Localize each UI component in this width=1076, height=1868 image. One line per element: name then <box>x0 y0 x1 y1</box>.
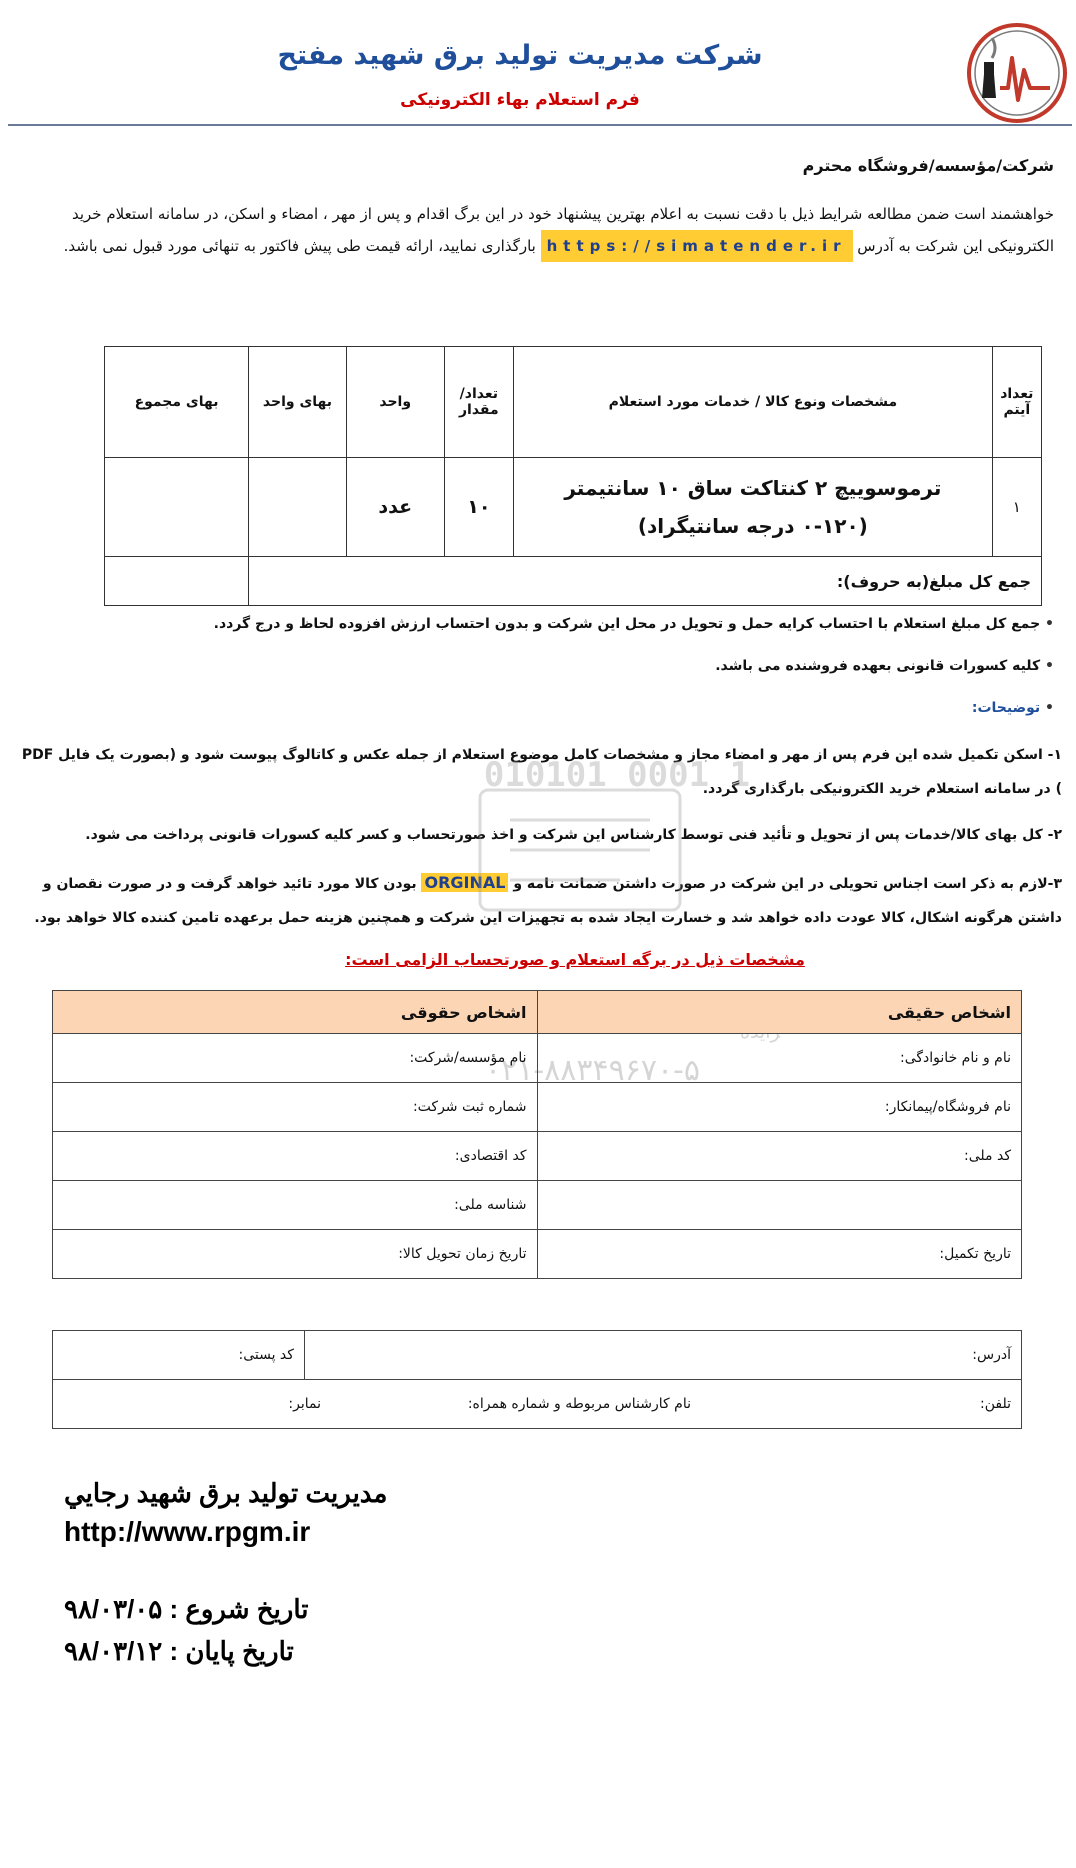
company-name-field[interactable]: نام مؤسسه/شرکت: <box>53 1034 538 1083</box>
registration-number-field[interactable]: شماره ثبت شرکت: <box>53 1083 538 1132</box>
sum-value-cell[interactable] <box>105 557 249 606</box>
power-plant-logo-icon <box>962 18 1072 128</box>
original-highlight: ORGINAL <box>421 873 508 892</box>
table-row <box>53 1083 1022 1132</box>
fax-field[interactable]: نمابر: <box>288 1396 321 1412</box>
requirements-heading: مشخصات ذیل در برگه استعلام و صورتحساب الزامی است: <box>345 950 805 969</box>
empty-natural-field[interactable] <box>537 1181 1022 1230</box>
postal-code-field[interactable]: کد پستی: <box>53 1331 305 1380</box>
item-quantity: ۱۰ <box>444 458 514 557</box>
table-row <box>53 1380 1022 1429</box>
header-unit-price: بهای واحد <box>249 347 347 458</box>
table-row <box>53 1034 1022 1083</box>
item-total-price-cell[interactable] <box>105 458 249 557</box>
intro-paragraph <box>14 198 1054 262</box>
header-unit: واحد <box>346 347 444 458</box>
header-description: مشخصات ونوع کالا / خدمات مورد استعلام <box>514 347 993 458</box>
items-table <box>104 346 1042 606</box>
national-id-field[interactable]: شناسه ملی: <box>53 1181 538 1230</box>
sum-row <box>105 557 1042 606</box>
economic-code-field[interactable]: کد اقتصادی: <box>53 1132 538 1181</box>
table-row <box>53 1331 1022 1380</box>
header-row-no: تعداد آیتم <box>992 347 1041 458</box>
intro-text-after-url: بارگذاری نمایید، ارائه قیمت طی پیش فاکتور به تنهائی مورد قبول نمی باشد. <box>63 237 541 255</box>
header-total-price: بهای مجموع <box>105 347 249 458</box>
vendor-info-header-row <box>53 991 1022 1034</box>
intro-text-before-url: خواهشمند است ضمن مطالعه شرایط ذیل با دقت نسبت به اعلام بهترین پیشنهاد خود در این برگ اقدام و پس از مهر ، امضاء و اسکن، در سامانه استعلام خرید الکترونیکی این شرکت به آدرس <box>71 205 1054 255</box>
note-item-3: ۳-لازم به ذکر است اجناس تحویلی در این شرکت در صورت داشتن ضمانت نامه و ORGINAL بودن کالا مورد تائید خواهد گرفت و در صورت نقصان و داشتن هرگونه اشکال، کالا عودت داده خواهد شد و خسارت ایجاد شده به تجهیزات این شرکت و همچنین هزینه حمل برعهده تامین کننده کالا خواهد بود. <box>34 873 1062 926</box>
table-row <box>53 1132 1022 1181</box>
salutation: شرکت/مؤسسه/فروشگاه محترم <box>802 156 1054 175</box>
watermark-phone: ۰۲۱-۸۸۳۴۹۶۷۰-۵ <box>484 1053 700 1088</box>
header-quantity: تعداد/ مقدار <box>444 347 514 458</box>
table-row <box>53 1181 1022 1230</box>
footer-url-link[interactable]: http://www.rpgm.ir <box>64 1516 311 1547</box>
form-subtitle: فرم استعلام بهاء الکترونیکی <box>400 90 640 110</box>
item-unit-price-cell[interactable] <box>249 458 347 557</box>
phone-field[interactable]: تلفن: <box>980 1396 1011 1412</box>
company-title: شرکت مدیریت تولید برق شهید مفتح <box>277 40 763 71</box>
completion-date-field[interactable]: تاریخ تکمیل: <box>537 1230 1022 1279</box>
submission-url-link[interactable]: https://simatender.ir <box>541 230 853 262</box>
items-table-header-row <box>105 347 1042 458</box>
footer-end-date: تاریخ پایان : ۹۸/۰۳/۱۲ <box>64 1636 294 1666</box>
store-name-field[interactable]: نام فروشگاه/پیمانکار: <box>537 1083 1022 1132</box>
note-item-2: ۲- کل بهای کالا/خدمات پس از تحویل و تأئید فنی توسط کارشناس این شرکت و اخذ صورتحساب و کسر کلیه کسورات قانونی پرداخت می شود. <box>85 827 1062 843</box>
footer-company: مدیریت تولید برق شهید رجايي <box>64 1478 388 1508</box>
note-bullet-2: • کلیه کسورات قانونی بعهده فروشنده می باشد. <box>715 658 1054 674</box>
contact-row <box>53 1380 1022 1429</box>
item-unit: عدد <box>346 458 444 557</box>
footer-start-date: تاریخ شروع : ۹۸/۰۳/۰۵ <box>64 1594 309 1624</box>
pdf-label: PDF <box>21 747 54 763</box>
vendor-info-table <box>52 990 1022 1279</box>
note-item-1: ۱- اسکن تکمیل شده این فرم پس از مهر و امضاء مجاز و مشخصات کامل موضوع استعلام از جمله عکس و کاتالوگ پیوست شود و (بصورت یک فایل PDF ) در سامانه استعلام خرید الکترونیکی بارگذاری گردد. <box>21 747 1062 797</box>
contact-person-field[interactable]: نام کارشناس مربوطه و شماره همراه: <box>467 1396 691 1412</box>
legal-persons-header: اشخاص حقوقی <box>53 991 538 1034</box>
full-name-field[interactable]: نام و نام خانوادگی: <box>537 1034 1022 1083</box>
item-description: ترموسوییچ ۲ کنتاکت ساق ۱۰ سانتیمتر (۱۲۰-۰ درجه سانتیگراد) <box>514 458 993 557</box>
sum-label: جمع کل مبلغ(به حروف): <box>249 557 1042 606</box>
header-divider <box>8 124 1072 126</box>
national-code-field[interactable]: کد ملی: <box>537 1132 1022 1181</box>
watermark-digits: 010101 0001 1 <box>483 760 750 795</box>
note-bullet-1: • جمع کل مبلغ استعلام با احتساب کرایه حمل و تحویل در محل این شرکت و بدون احتساب ارزش افزوده لحاظ و درج گردد. <box>213 616 1054 632</box>
notes-heading: • توضیحات: <box>971 700 1054 716</box>
natural-persons-header: اشخاص حقیقی <box>537 991 1022 1034</box>
table-row <box>105 458 1042 557</box>
table-row <box>53 1230 1022 1279</box>
delivery-date-field[interactable]: تاریخ زمان تحویل کالا: <box>53 1230 538 1279</box>
item-row-no: ۱ <box>992 458 1041 557</box>
address-table <box>52 1330 1022 1429</box>
address-field[interactable]: آدرس: <box>304 1331 1021 1380</box>
